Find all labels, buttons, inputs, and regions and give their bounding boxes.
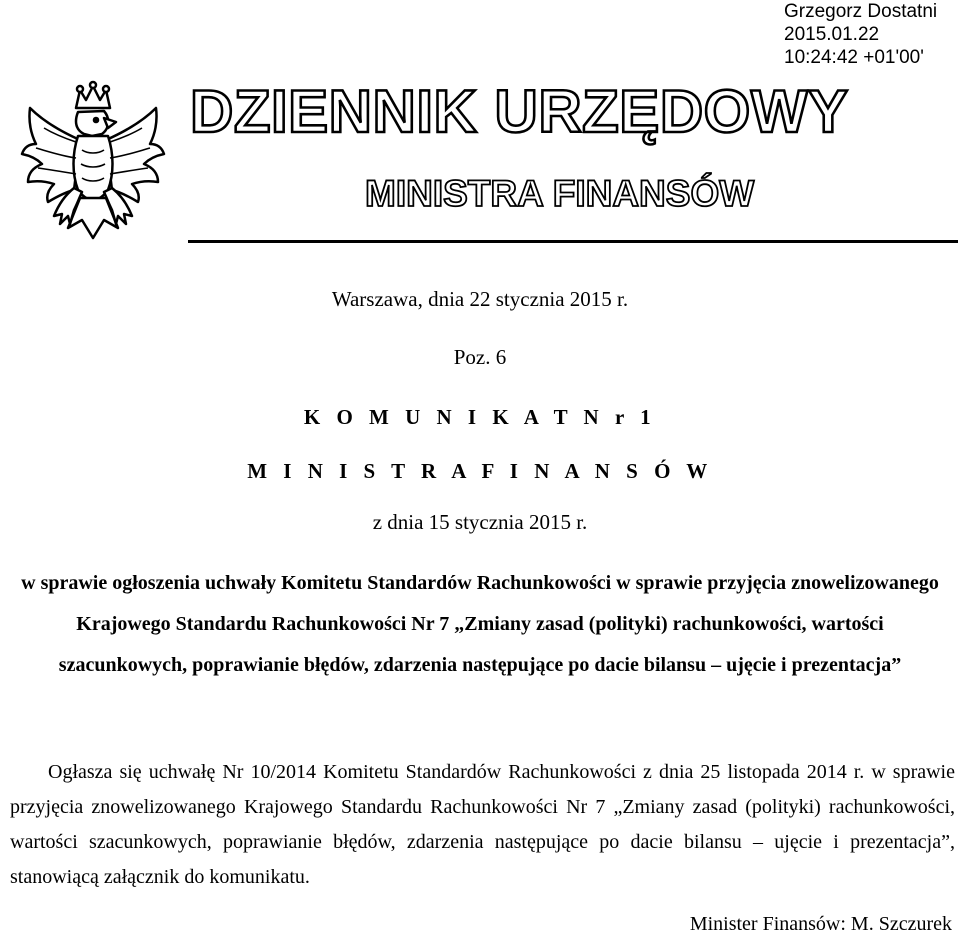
document-issuer: M I N I S T R A F I N A N S Ó W bbox=[247, 459, 713, 483]
document-subject: w sprawie ogłoszenia uchwały Komitetu Standardów Rachunkowości w sprawie przyjęcia znowelizowanego Krajowego Standardu Rachunkowości Nr 7 „Zmiany zasad (polityki) rachunkowości, wartości szacunkowych, poprawianie błędów, zdarzenia następujące po dacie bilansu – ujęcie i prezentacja” bbox=[21, 572, 939, 676]
polish-eagle-emblem-icon bbox=[18, 78, 168, 248]
signature-time: 10:24:42 +01'00' bbox=[784, 47, 924, 68]
masthead-title: DZIENNIK URZĘDOWY bbox=[190, 78, 849, 145]
body-paragraph: Ogłasza się uchwałę Nr 10/2014 Komitetu Standardów Rachunkowości z dnia 25 listopada 2014 r. w sprawie przyjęcia znowelizowanego Krajowego Standardu Rachunkowości Nr 7 „Zmiany zasad (polityki) rachunkowości, wartości szacunkowych, poprawianie błędów, zdarzenia następujące po dacie bilansu – ujęcie i prezentacja”, stanowiącą załącznik do komunikatu. bbox=[10, 761, 955, 888]
signature-name: Grzegorz Dostatni bbox=[784, 1, 938, 22]
masthead-subtitle: MINISTRA FINANSÓW bbox=[365, 173, 755, 214]
position-number: Poz. 6 bbox=[453, 345, 507, 369]
document-title: K O M U N I K A T N r 1 bbox=[303, 405, 657, 429]
header-divider bbox=[188, 240, 958, 243]
signature-date: 2015.01.22 bbox=[784, 24, 880, 45]
document-body bbox=[10, 755, 955, 895]
issued-date: z dnia 15 stycznia 2015 r. bbox=[372, 510, 588, 534]
signoff: Minister Finansów: M. Szczurek bbox=[689, 913, 952, 935]
digital-signature bbox=[784, 0, 956, 69]
place-date: Warszawa, dnia 22 stycznia 2015 r. bbox=[331, 287, 629, 311]
